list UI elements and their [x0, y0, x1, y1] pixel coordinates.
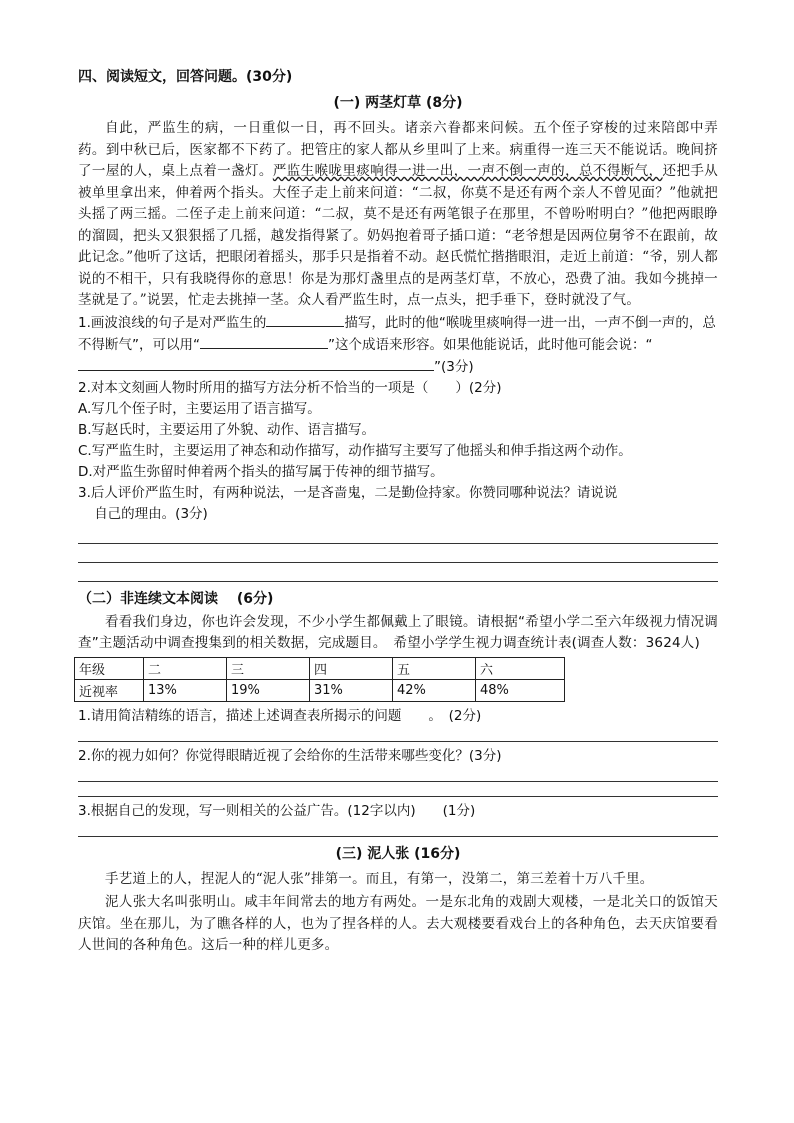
part3-title: (三) 泥人张 (16分): [335, 845, 461, 862]
q2-option-b: B.写赵氏时，主要运用了外貌、动作、语言描写。: [78, 421, 376, 438]
exam-page: [78, 66, 718, 957]
part2-title: （二）非连续文本阅读 (6分): [78, 590, 274, 607]
table-cell: 四: [310, 657, 393, 679]
answer-line[interactable]: [78, 563, 718, 582]
part2-intro: 看看我们身边，你也许会发现，不少小学生都佩戴上了眼镜。请根据“希望小学二至六年级视力情况调查”主题活动中调查搜集到的相关数据，完成题目。 希望小学学生视力调查统计表(调查人数：3624人): [78, 613, 718, 651]
part1-question-3: 3.后人评价严监生时，有两种说法，一是吝啬鬼，二是勤俭持家。你赞同哪种说法？请说说: [78, 484, 618, 501]
table-cell: 31%: [310, 679, 393, 701]
table-cell: 年级: [75, 657, 144, 679]
answer-line[interactable]: [78, 767, 718, 782]
part1-question-3-cont: 自己的理由。(3分): [94, 505, 208, 522]
answer-line[interactable]: [78, 822, 718, 837]
q1-text-b: 描写，此时的他“喉咙里痰响得一进一出，一声不倒一声的，总不得断气”，可以用“: [78, 314, 716, 353]
table-cell: 五: [393, 657, 476, 679]
answer-line[interactable]: [78, 727, 718, 742]
table-cell: 近视率: [75, 679, 144, 701]
passage-text-before: 自此，严监生的病，一日重似一日，再不回头。诸亲六眷都来问候。五个侄子穿梭的过来陪郎中弄药。到中秋已后，医家都不下药了。把管庄的家人都从乡里叫了上来。病重得一连三天不能说话。晚间挤了一屋的人，桌上点着一盏灯。: [78, 120, 718, 179]
wavy-underlined-sentence: 严监生喉咙里痰响得一进一出，一声不倒一声的，总不得断气，: [272, 163, 663, 179]
q1-text-a: 1.画波浪线的句子是对严监生的: [78, 314, 267, 331]
q1-blank-description[interactable]: [266, 312, 344, 327]
q1-blank-speech[interactable]: [78, 356, 434, 371]
q2-option-d: D.对严监生弥留时伸着两个指头的描写属于传神的细节描写。: [78, 463, 444, 480]
q1-text-d: ”(3分): [434, 358, 474, 375]
q1-blank-idiom[interactable]: [200, 334, 328, 349]
table-row: [75, 679, 565, 701]
table-cell: 二: [144, 657, 227, 679]
part2-question-2: 2.你的视力如何？你觉得眼睛近视了会给你的生活带来哪些变化？(3分): [78, 747, 502, 764]
table-cell: 13%: [144, 679, 227, 701]
part1-question-1: [78, 312, 718, 378]
section-title: 四、阅读短文，回答问题。(30分): [78, 69, 293, 85]
answer-line[interactable]: [78, 782, 718, 797]
passage-text-after: 还把手从被单里拿出来，伸着两个指头。大侄子走上前来问道：“二叔，你莫不是还有两个亲人不曾见面？”他就把头摇了两三摇。二侄子走上前来问道：“二叔，莫不是还有两笔银子在那里，不曾吩咐明白？”他把两眼睁的溜圆，把头又狠狠摇了几摇，越发指得紧了。奶妈抱着哥子插口道：“老爷想是因两位舅爷不在跟前，故此记念。”他听了这话，把眼闭着摇头，那手只是指着不动。赵氏慌忙揩揩眼泪，走近上前道：“爷，别人都说的不相干，只有我晓得你的意思！你是为那灯盏里点的是两茎灯草，不放心，恐费了油。我如今挑掉一茎就是了。”说罢，忙走去挑掉一茎。众人看严监生时，点一点头，把手垂下，登时就没了气。: [78, 163, 718, 308]
part2-question-3: 3.根据自己的发现，写一则相关的公益广告。(12字以内) (1分): [78, 802, 476, 819]
answer-line[interactable]: [78, 544, 718, 563]
table-cell: 42%: [393, 679, 476, 701]
answer-line[interactable]: [78, 525, 718, 544]
part1-passage: [78, 118, 718, 312]
q2-option-c: C.写严监生时，主要运用了神态和动作描写，动作描写主要写了他摇头和伸手指这两个动作。: [78, 442, 632, 459]
part1-question-2: 2.对本文刻画人物时所用的描写方法分析不恰当的一项是（ ）(2分): [78, 379, 502, 396]
q1-text-c: ”这个成语来形容。如果他能说话，此时他可能会说：“: [328, 336, 653, 353]
q2-option-a: A.写几个侄子时，主要运用了语言描写。: [78, 400, 321, 417]
table-row: [75, 657, 565, 679]
table-cell: 19%: [227, 679, 310, 701]
table-cell: 六: [476, 657, 565, 679]
table-cell: 三: [227, 657, 310, 679]
table-cell: 48%: [476, 679, 565, 701]
part3-paragraph-1: 手艺道上的人，捏泥人的“泥人张”排第一。而且，有第一，没第二，第三差着十万八千里。: [105, 870, 654, 887]
part1-title: (一) 两茎灯草 (8分): [333, 95, 463, 111]
vision-survey-table: [74, 657, 565, 702]
part3-paragraph-2: 泥人张大名叫张明山。咸丰年间常去的地方有两处。一是东北角的戏剧大观楼，一是北关口的饭馆天庆馆。坐在那儿，为了瞧各样的人，也为了捏各样的人。去大观楼要看戏台上的各种角色，去天庆馆要看人世间的各种角色。这后一种的样儿更多。: [78, 894, 718, 953]
part2-question-1: 1.请用简洁精练的语言，描述上述调查表所揭示的问题 。 (2分): [78, 707, 482, 724]
